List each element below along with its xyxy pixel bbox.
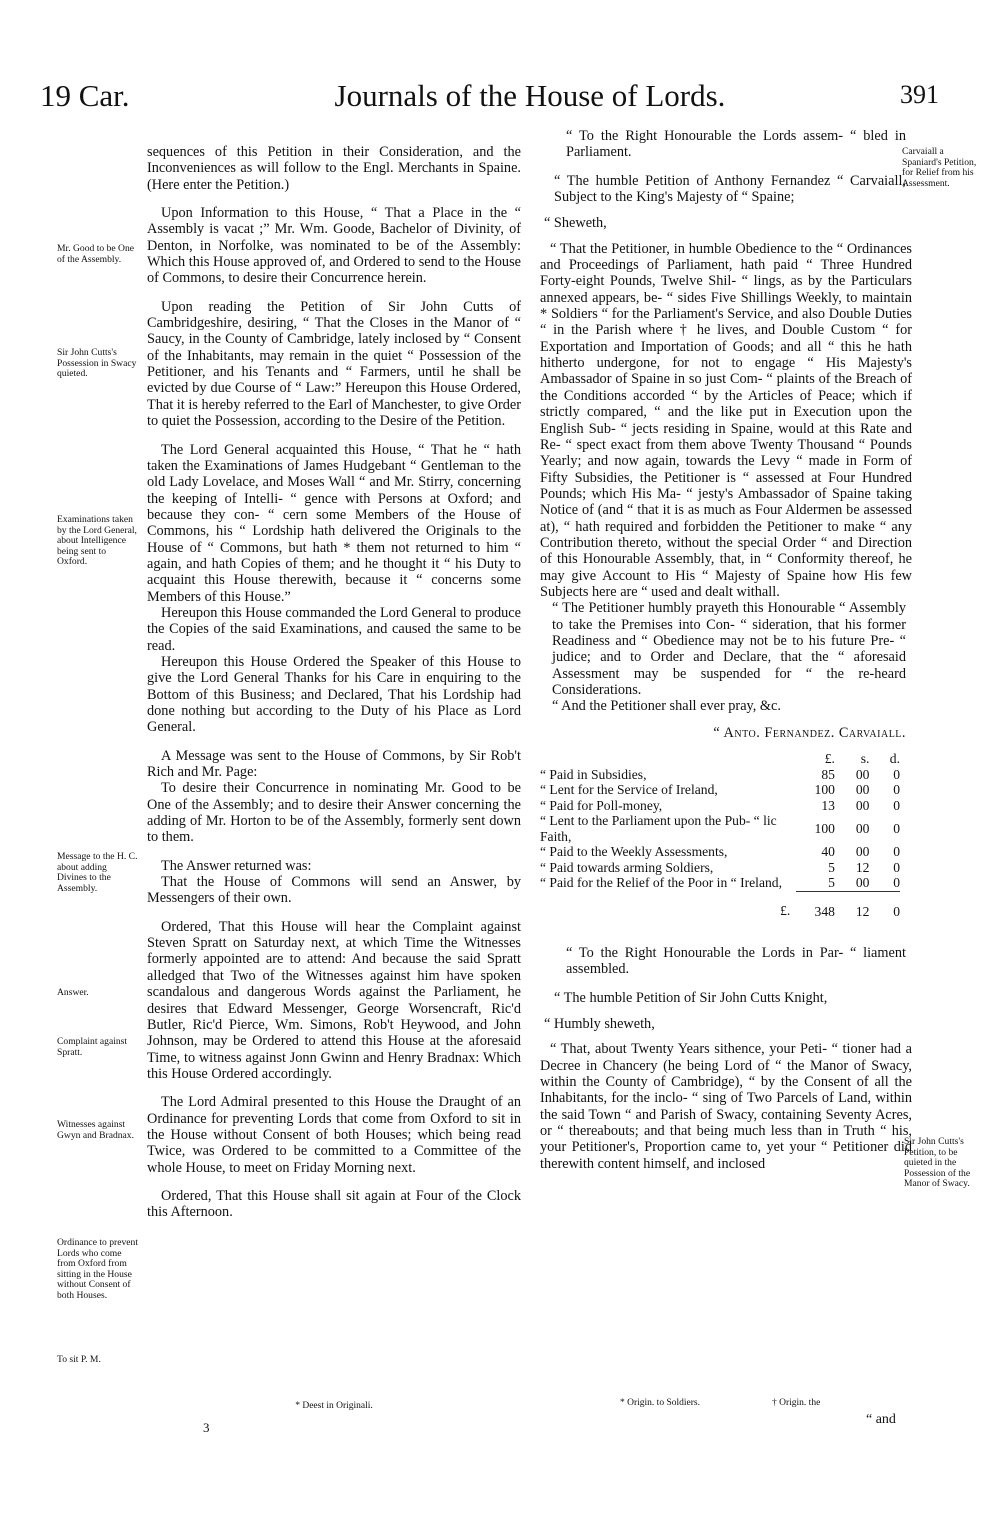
account-total-label: £. (780, 903, 791, 919)
account-pounds: 13 (821, 797, 835, 813)
paragraph-message: A Message was sent to the House of Commons, by Sir Rob't Rich and Mr. Page: (147, 747, 521, 781)
paragraph-carvaiall: “ That the Petitioner, in humble Obedience to the “ Ordinances and Proceedings of Parliament, hath paid “ Three Hundred Forty-eight Pounds, Twelve Shil- “ lings, as by the Particulars annexed appears, be- “ sides Five Shillings Weekly, to maintain * Soldiers “ for the Parliament's Service, and also Double Duties “ in the Parish where † he lives, and Double Custom “ for Exportation and Importation of Goods; and all “ this he hath hitherto undergone, for not to engage “ His Majesty's Ambassador of Spaine in so just Com- “ plaints of the Breach of the Conditions accorded “ by the Articles of Peace; which if strictly compared, “ and the like put in Execution upon the English Sub- “ jects residing in Spaine, would at this Rate and Re- “ spect exact from them above Twenty Thousand “ Pounds Yearly; and now again, towards the Levy “ made in Form of Fifty Subsidies, the Petitioner is “ assessed at Four Hundred Pounds; which His Ma- “ jesty's Ambassador of Spaine taking Notice of (and “ that it is as much as Four Aldermen be assessed at), “ hath required and forbidden the Petitioner to make “ any Contribution thereto, without the special Order “ and Direction of this Honourable Assembly, that, in “ Conformity thereof, he may give Account to His “ Majesty of Spaine how His few Subjects here are “ used and dealt withall. (540, 240, 912, 600)
paragraph-message-2: To desire their Concurrence in nominating Mr. Good to be One of the Assembly; and to desire their Answer concerning the adding of Mr. Horton to be of the Assembly, formerly sent down to them. (147, 780, 521, 846)
account-shillings: 00 (855, 766, 870, 782)
account-row (540, 860, 900, 876)
account-total-shillings: 12 (835, 891, 870, 919)
paragraph-complaint: Ordered, That this House will hear the Complaint against Steven Spratt on Saturday next, at which Time the Witnesses formerly appointed are to attend: And because the said Spratt alledged that Two of the Witnesses against him have spoken scandalous and dangerous Words against the Parliament, he desires that Edward Messenger, George Worsencraft, Ric'd Butler, Ric'd Pierce, Wm. Simons, Rob't Heywood, and John Johnson, may be Ordered to attend this House at the aforesaid Time, to witness against Jonn Gwinn and Henry Bradnax: Which this House Ordered accordingly. (147, 918, 521, 1082)
account-row (540, 813, 900, 844)
account-pence: 0 (893, 820, 900, 836)
paragraph-examinations-3: Hereupon this House Ordered the Speaker of this House to give the Lord General Thanks for his Care in enquiring to the Bottom of this Business; and Declared, That his Lordship had done nothing but according to the Duty of his Place as Lord General. (147, 653, 521, 736)
running-head-left: 19 Car. (40, 78, 130, 113)
account-header-pence: d. (889, 751, 900, 767)
account-row (540, 875, 900, 891)
account-row (540, 798, 900, 814)
account-table (540, 751, 900, 919)
account-item: “ Lent to the Parliament upon the Pub- “ lic Faith, (540, 813, 777, 844)
paragraph-pray: “ And the Petitioner shall ever pray, &c. (552, 698, 781, 715)
account-item: “ Paid for the Relief of the Poor in “ Ireland, (540, 875, 782, 891)
account-shillings: 00 (855, 875, 870, 891)
account-pounds: 100 (814, 820, 835, 836)
catchword: “ and (866, 1412, 896, 1427)
account-pence: 0 (893, 797, 900, 813)
account-pence: 0 (893, 844, 900, 860)
account-header-pounds: £. (824, 751, 835, 767)
account-row (540, 844, 900, 860)
marginal-note-good: Mr. Good to be One of the Assembly. (57, 243, 135, 265)
marginal-note-sit: To sit P. M. (57, 1354, 101, 1365)
marginal-note-cutts: Sir John Cutts's Possession in Swacy quieted. (57, 347, 137, 380)
paragraph-answer-intro: The Answer returned was: (161, 857, 312, 874)
paragraph-cutts: Upon reading the Petition of Sir John Cutts of Cambridgeshire, desiring, “ That the Closes in the Manor of “ Saucy, in the County of Cambridge, lately inclosed by “ Consent of the Inhabitants, may remain in the quiet “ Possession of the Petitioner, and his Tenants and “ Farmers, until he shall be evicted by due Course of “ Law:” Hereupon this House Ordered, That it is hereby referred to the Earl of Manchester, to give Order to quiet the Possession, according to the Desire of the Petition. (147, 298, 521, 430)
paragraph-examinations-2: Hereupon this House commanded the Lord General to produce the Copies of the said Examinations, and caused the same to be read. (147, 604, 521, 654)
account-pence: 0 (893, 782, 900, 798)
marginal-note-ordinance: Ordinance to prevent Lords who come from Oxford from sitting in the House without Consent of both Houses. (57, 1237, 138, 1301)
sheweth-carvaiall: “ Sheweth, (544, 215, 607, 232)
account-total-pence: 0 (869, 891, 900, 919)
footnote-right-2: † Origin. the (772, 1398, 821, 1408)
account-item: “ Paid to the Weekly Assessments, (540, 844, 728, 860)
account-pounds: 100 (814, 782, 835, 798)
paragraph-good: Upon Information to this House, “ That a Place in the “ Assembly is vacat ;” Mr. Wm. Goode, Bachelor of Divinity, of Denton, in Norfolke, was nominated to be of the Assembly: Which this House approved of, and Ordered to send to the House of Commons, to desire their Concurrence herein. (147, 205, 521, 287)
account-pounds: 5 (828, 875, 835, 891)
account-pounds: 85 (821, 766, 835, 782)
marginal-note-cutts-petition: Sir John Cutts's Petition, to be quieted in the Possession of the Manor of Swacy. (904, 1136, 971, 1190)
account-item: “ Paid in Subsidies, (540, 766, 647, 782)
left-column (147, 144, 521, 1221)
paragraph-prayeth: “ The Petitioner humbly prayeth this Honourable “ Assembly to take the Premises into Con- “ sideration, that his former Readiness and “ Obedience may not be to his future Pre- “ judice; and to Order and Declare, that the “ aforesaid Assessment may be suspended for “ the re-heard Considerations. (552, 600, 906, 698)
account-pence: 0 (893, 766, 900, 782)
marginal-note-witnesses: Witnesses against Gwyn and Bradnax. (57, 1119, 134, 1141)
petition-cutts-title: “ The humble Petition of Sir John Cutts Knight, (554, 989, 828, 1006)
account-total-pounds: 348 (796, 891, 835, 919)
marginal-note-carvaiall: Carvaiall a Spaniard's Petition, for Relief from his Assessment. (902, 146, 977, 189)
account-header-row (540, 751, 900, 767)
account-item: “ Paid for Poll-money, (540, 797, 663, 813)
paragraph-cutts-petition: “ That, about Twenty Years sithence, your Peti- “ tioner had a Decree in Chancery (he being Lord of “ the Manor of Swacy, within the County of Cambridge), “ by the Consent of all the Inhabitants, for the inclo- “ sing of Two Parcels of Land, within the said Town “ and Parish of Swacy, containing Seventy Acres, or “ thereabouts; and that being much less than in Truth “ his, your Petitioner's, Proportion came to, yet your “ Petitioner did therewith content himself, and inclosed (540, 1041, 912, 1172)
account-pounds: 40 (821, 844, 835, 860)
marginal-note-message: Message to the H. C. about adding Divines to the Assembly. (57, 851, 138, 894)
account-pounds: 5 (828, 859, 835, 875)
address-cutts: “ To the Right Honourable the Lords in Par- “ liament assembled. (566, 945, 906, 978)
account-pence: 0 (893, 875, 900, 891)
humbly-sheweth: “ Humbly sheweth, (544, 1016, 655, 1033)
footnote-left: * Deest in Originali. (295, 1401, 373, 1411)
account-shillings: 00 (855, 797, 870, 813)
account-shillings: 12 (855, 859, 870, 875)
account-shillings: 00 (855, 820, 870, 836)
marginal-note-complaint: Complaint against Spratt. (57, 1036, 128, 1058)
account-row (540, 782, 900, 798)
paragraph-ordinance: The Lord Admiral presented to this House the Draught of an Ordinance for preventing Lords that come from Oxford to sit in the House without Consent of both Houses; which being read Twice, was Ordered to be committed to a Committee of the whole House, to meet on Friday Morning next. (147, 1094, 521, 1176)
account-header-shillings: s. (860, 751, 870, 767)
paragraph-answer: That the House of Commons will send an Answer, by Messengers of their own. (147, 874, 521, 907)
paragraph-intro: sequences of this Petition in their Consideration, and the Inconveniences as will follow to the Engl. Merchants in Spaine. (Here enter the Petition.) (147, 144, 521, 193)
account-item: “ Paid towards arming Soldiers, (540, 859, 714, 875)
petition-carvaiall-title: “ The humble Petition of Anthony Fernandez “ Carvaiall, Subject to the King's Majesty of “ Spaine; (554, 172, 906, 206)
paragraph-examinations: The Lord General acquainted this House, “ That he “ hath taken the Examinations of James Hudgebant “ Gentleman to the old Lady Lovelace, and Moses Wall “ and Mr. Stirry, concerning the keeping of Intelli- “ gence with Persons at Oxford; and because they con- “ cern some Members of the House of Commons, his “ Lordship hath delivered the Originals to the House of “ Commons, but hath * them not returned to him “ again, and hath Copies of them; and he thought it “ his Duty to acquaint this House therewith, because it “ concerns some Members of this House.” (147, 441, 521, 605)
right-column (540, 128, 912, 1172)
marginal-note-answer: Answer. (57, 987, 89, 998)
paragraph-sit: Ordered, That this House shall sit again at Four of the Clock this Afternoon. (147, 1187, 521, 1221)
account-item: “ Lent for the Service of Ireland, (540, 782, 718, 798)
account-shillings: 00 (855, 844, 870, 860)
page-title: Journals of the House of Lords. (334, 78, 726, 113)
account-total-row (540, 891, 900, 919)
account-pence: 0 (893, 859, 900, 875)
footnote-right-1: * Origin. to Soldiers. (620, 1398, 700, 1408)
account-row (540, 767, 900, 783)
signature-mark: 3 (203, 1420, 210, 1435)
petitioner-signature: “ Anto. Fernandez. Carvaiall. (713, 724, 906, 741)
address-carvaiall: “ To the Right Honourable the Lords assem- “ bled in Parliament. (566, 128, 906, 161)
account-shillings: 00 (855, 782, 870, 798)
page-number: 391 (900, 80, 939, 109)
marginal-note-examinations: Examinations taken by the Lord General, about Intelligence being sent to Oxford. (57, 514, 137, 568)
